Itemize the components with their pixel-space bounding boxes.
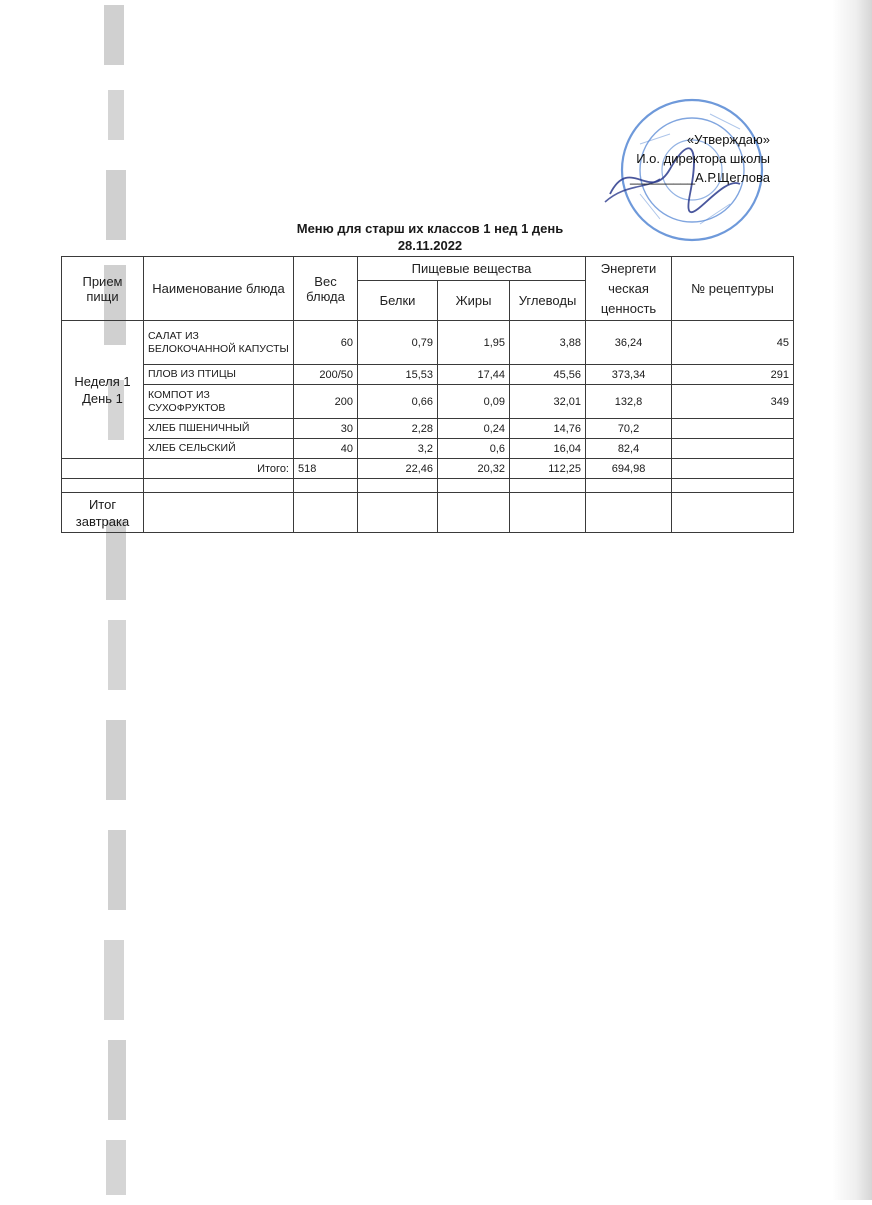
header-dish: Наименование блюда [144, 257, 294, 321]
dish-energy: 373,34 [586, 365, 672, 385]
dish-weight: 200/50 [294, 365, 358, 385]
header-energy: Энергети ческая ценность [586, 257, 672, 321]
approval-block [630, 130, 770, 187]
approval-line-2: И.о. директора школы [636, 151, 770, 166]
table-row [62, 365, 794, 385]
dish-proteins: 0,79 [358, 321, 438, 365]
table-row [62, 439, 794, 459]
header-proteins: Белки [358, 281, 438, 321]
dish-name: КОМПОТ ИЗ СУХОФРУКТОВ [144, 385, 294, 419]
meal-label: Неделя 1 День 1 [62, 321, 144, 459]
dish-carbs: 45,56 [510, 365, 586, 385]
header-nutrients: Пищевые вещества [358, 257, 586, 281]
dish-energy: 132,8 [586, 385, 672, 419]
menu-table [61, 256, 794, 533]
dish-weight: 60 [294, 321, 358, 365]
table-row [62, 419, 794, 439]
total-fats: 20,32 [438, 459, 510, 479]
dish-fats: 0,24 [438, 419, 510, 439]
empty-row [62, 479, 794, 493]
dish-proteins: 2,28 [358, 419, 438, 439]
dish-recipe [672, 419, 794, 439]
dish-recipe [672, 439, 794, 459]
dish-name: САЛАТ ИЗ БЕЛОКОЧАННОЙ КАПУСТЫ [144, 321, 294, 365]
total-label: Итого: [144, 459, 294, 479]
scan-binding-speckles [96, 0, 136, 1200]
dish-energy: 82,4 [586, 439, 672, 459]
menu-date: 28.11.2022 [397, 238, 463, 253]
table-row [62, 385, 794, 419]
dish-name: ХЛЕБ ПШЕНИЧНЫЙ [144, 419, 294, 439]
breakfast-total-row [62, 493, 794, 533]
header-meal: Прием пищи [62, 257, 144, 321]
dish-proteins: 15,53 [358, 365, 438, 385]
dish-recipe: 291 [672, 365, 794, 385]
total-energy: 694,98 [586, 459, 672, 479]
approval-line-1: «Утверждаю» [686, 132, 770, 147]
dish-fats: 17,44 [438, 365, 510, 385]
dish-name: ХЛЕБ СЕЛЬСКИЙ [144, 439, 294, 459]
dish-carbs: 16,04 [510, 439, 586, 459]
dish-proteins: 0,66 [358, 385, 438, 419]
dish-energy: 70,2 [586, 419, 672, 439]
dish-carbs: 32,01 [510, 385, 586, 419]
dish-carbs: 3,88 [510, 321, 586, 365]
total-proteins: 22,46 [358, 459, 438, 479]
dish-weight: 30 [294, 419, 358, 439]
approval-line-3: _________А.Р.Щеглова [629, 170, 770, 185]
dish-proteins: 3,2 [358, 439, 438, 459]
dish-fats: 1,95 [438, 321, 510, 365]
dish-fats: 0,09 [438, 385, 510, 419]
dish-recipe: 45 [672, 321, 794, 365]
dish-energy: 36,24 [586, 321, 672, 365]
dish-recipe: 349 [672, 385, 794, 419]
header-fats: Жиры [438, 281, 510, 321]
scan-edge-shadow [832, 0, 872, 1200]
header-weight: Вес блюда [294, 257, 358, 321]
menu-title [280, 220, 580, 254]
header-carbs: Углеводы [510, 281, 586, 321]
dish-carbs: 14,76 [510, 419, 586, 439]
menu-title-line: Меню для старш их классов 1 нед 1 день [296, 221, 564, 236]
total-row [62, 459, 794, 479]
breakfast-total-label: Итог завтрака [62, 493, 144, 533]
total-weight: 518 [294, 459, 358, 479]
table-row [62, 321, 794, 365]
dish-weight: 40 [294, 439, 358, 459]
dish-weight: 200 [294, 385, 358, 419]
dish-name: ПЛОВ ИЗ ПТИЦЫ [144, 365, 294, 385]
total-carbs: 112,25 [510, 459, 586, 479]
dish-fats: 0,6 [438, 439, 510, 459]
header-recipe: № рецептуры [672, 257, 794, 321]
